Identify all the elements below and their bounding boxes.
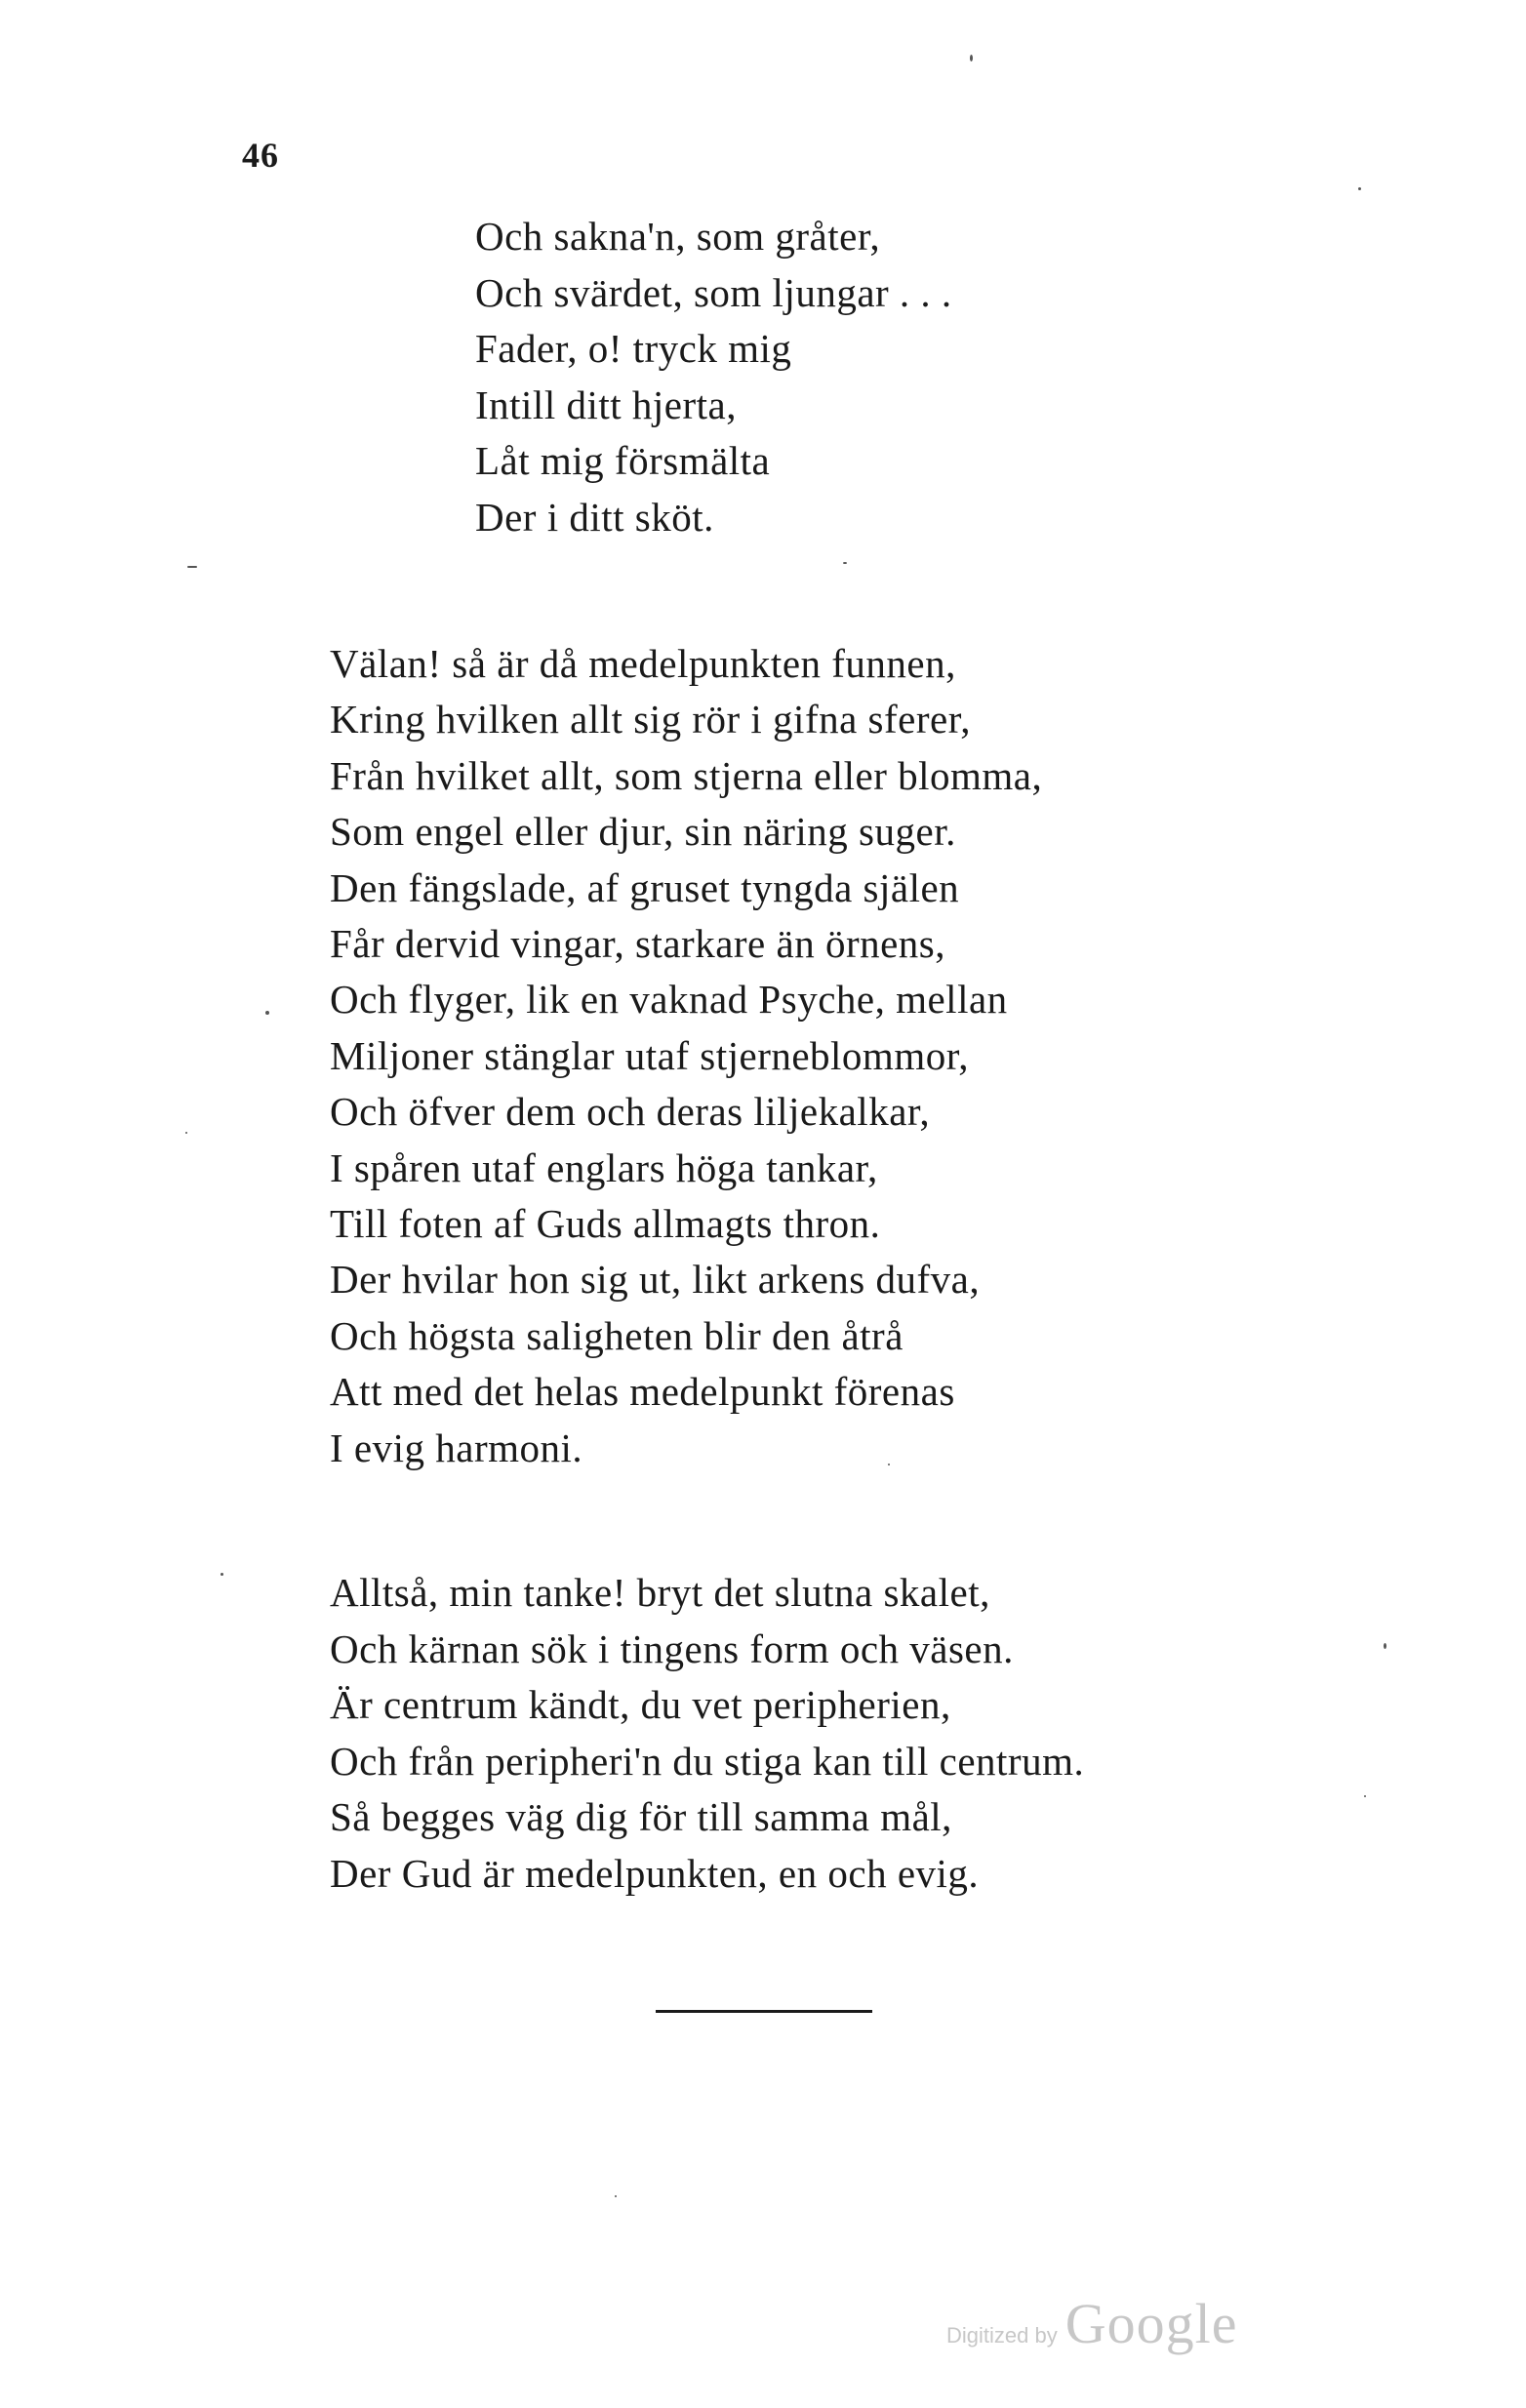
- poem-line: Och öfver dem och deras liljekalkar,: [330, 1089, 931, 1135]
- scan-speck: [888, 1464, 890, 1465]
- poem-line: Att med det helas medelpunkt förenas: [330, 1369, 955, 1415]
- poem-line: Som engel eller djur, sin näring suger.: [330, 809, 956, 855]
- poem-line: Och flyger, lik en vaknad Psyche, mellan: [330, 977, 1008, 1023]
- page-number: 46: [242, 136, 279, 175]
- poem-line: Miljoner stänglar utaf stjerneblommor,: [330, 1032, 969, 1078]
- scan-speck: [221, 1573, 223, 1576]
- poem-line: Der Gud är medelpunkten, en och evig.: [330, 1850, 980, 1896]
- stanza-2: [330, 636, 1042, 1476]
- scan-speck: [187, 566, 197, 568]
- scan-speck: [1384, 1643, 1386, 1649]
- poem-line: Den fängslade, af gruset tyngda själen: [330, 864, 960, 910]
- poem-line: Der hvilar hon sig ut, likt arkens dufva,: [330, 1257, 981, 1303]
- poem-line: Intill ditt hjerta,: [475, 381, 737, 427]
- poem-line: Alltså, min tanke! bryt det slutna skalet,: [330, 1570, 990, 1615]
- poem-line: Der i ditt sköt.: [475, 494, 714, 540]
- watermark-prefix: Digitized by: [946, 2323, 1058, 2348]
- end-rule: [656, 2010, 872, 2013]
- scan-speck: [843, 562, 847, 564]
- scan-speck: [265, 1011, 269, 1015]
- watermark-brand-logo: Google: [1064, 2292, 1238, 2355]
- poem-line: Och från peripheri'n du stiga kan till centrum.: [330, 1738, 1085, 1784]
- poem-line: I spåren utaf englars höga tankar,: [330, 1144, 878, 1190]
- scan-speck: [970, 55, 973, 61]
- poem-line: Får dervid vingar, starkare än örnens,: [330, 921, 945, 967]
- stanza-3: [330, 1565, 1084, 1903]
- poem-line: Till foten af Guds allmagts thron.: [330, 1201, 881, 1247]
- poem-line: Så begges väg dig för till samma mål,: [330, 1794, 952, 1840]
- scan-speck: [1358, 187, 1361, 190]
- poem-line: Och sakna'n, som gråter,: [475, 214, 881, 259]
- poem-line: Och svärdet, som ljungar . . .: [475, 269, 952, 315]
- stanza-1: [475, 209, 952, 545]
- scan-speck: [185, 1132, 187, 1134]
- poem-line: Från hvilket allt, som stjerna eller blomma,: [330, 752, 1043, 798]
- poem-line: Låt mig försmälta: [475, 438, 771, 483]
- poem-line: Är centrum kändt, du vet peripherien,: [330, 1682, 951, 1728]
- poem-line: Fader, o! tryck mig: [475, 326, 792, 371]
- poem-line: Välan! så är då medelpunkten funnen,: [330, 641, 956, 686]
- poem-line: I evig harmoni.: [330, 1425, 583, 1470]
- poem-line: Kring hvilken allt sig rör i gifna sferer,: [330, 697, 971, 742]
- scan-speck: [615, 2195, 617, 2197]
- poem-line: Och kärnan sök i tingens form och väsen.: [330, 1625, 1014, 1671]
- scan-speck: [1364, 1795, 1366, 1797]
- digitized-watermark: [946, 2291, 1237, 2356]
- poem-line: Och högsta saligheten blir den åtrå: [330, 1312, 904, 1358]
